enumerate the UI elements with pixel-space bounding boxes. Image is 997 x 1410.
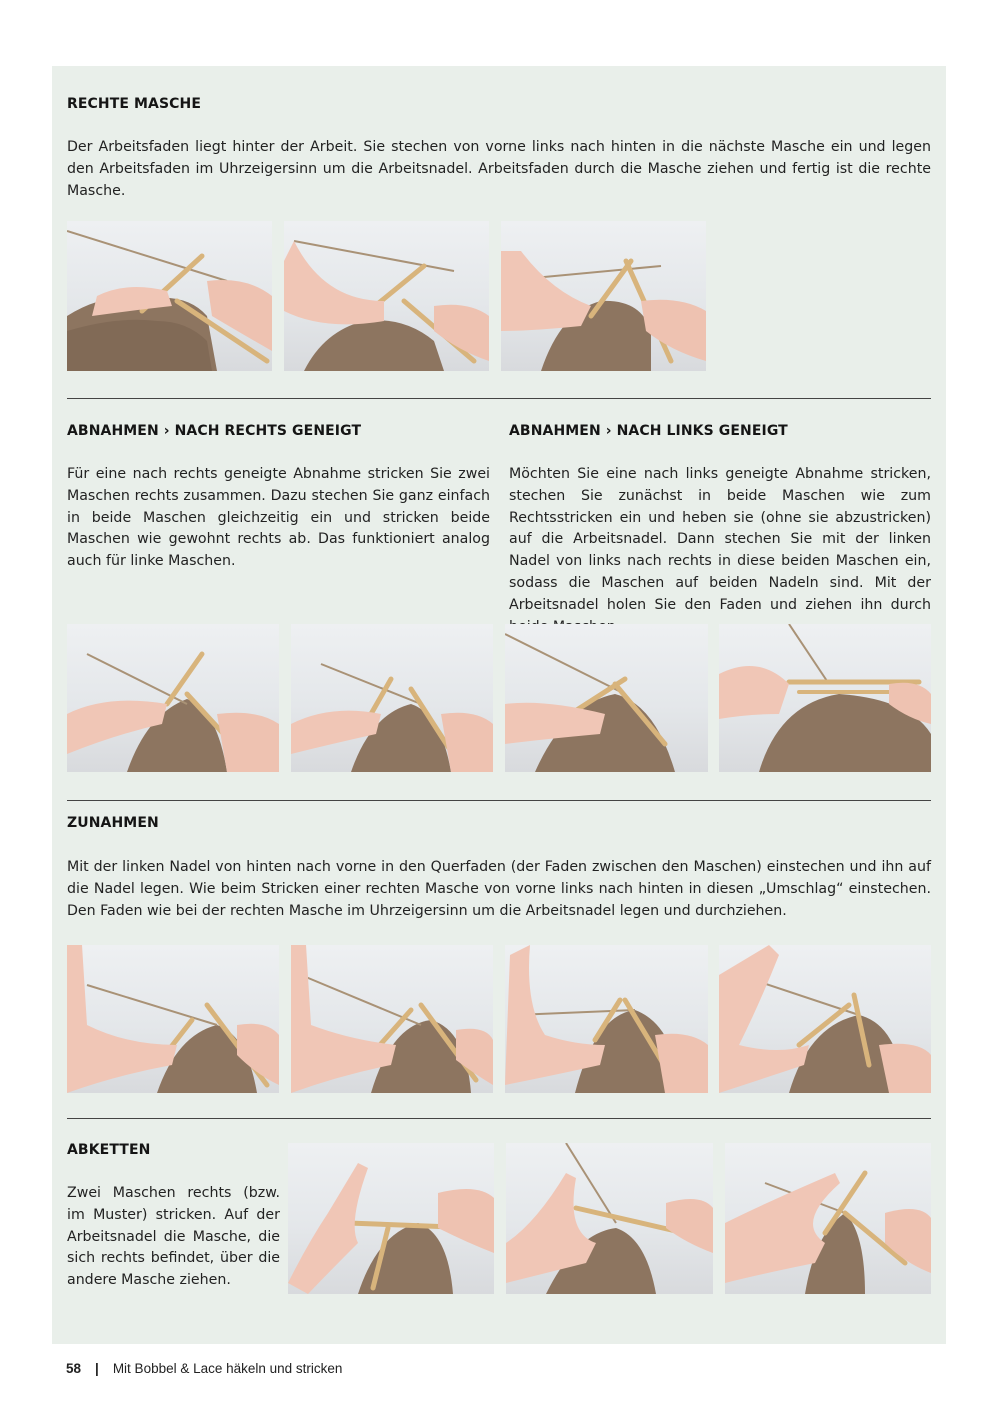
- photo-abnahmen-links-2: [719, 624, 931, 772]
- photo-rechte-masche-1: [67, 221, 272, 371]
- photo-rechte-masche-3: [501, 221, 706, 371]
- book-title: Mit Bobbel & Lace häkeln und stricken: [112, 1361, 343, 1376]
- divider: [67, 800, 931, 801]
- photo-abnahmen-links-1: [505, 624, 708, 772]
- divider: [67, 398, 931, 399]
- photo-abketten-3: [725, 1143, 931, 1294]
- heading-abnahmen-rechts: ABNAHMEN › NACH RECHTS GENEIGT: [67, 423, 362, 439]
- heading-zunahmen: ZUNAHMEN: [67, 815, 159, 831]
- photo-abnahmen-rechts-2: [291, 624, 493, 772]
- footer-separator: |: [95, 1361, 99, 1376]
- photo-zunahmen-3: [505, 945, 708, 1093]
- page-footer: [66, 1361, 342, 1376]
- page-number: 58: [66, 1361, 82, 1376]
- photo-abketten-1: [288, 1143, 494, 1294]
- photo-zunahmen-4: [719, 945, 931, 1093]
- heading-abketten: ABKETTEN: [67, 1142, 151, 1158]
- text-abnahmen-rechts: Für eine nach rechts geneigte Abnahme stricken Sie zwei Maschen rechts zusammen. Dazu stechen Sie ganz einfach in beide Maschen gleichzeitig ein und stricken beide Maschen wie gewohnt rechts ab. Das funktioniert analog auch für linke Maschen.: [67, 466, 490, 570]
- photo-zunahmen-2: [291, 945, 493, 1093]
- text-zunahmen: Mit der linken Nadel von hinten nach vorne in den Querfaden (der Faden zwischen den Maschen) einstechen und ihn auf die Nadel legen. Wie beim Stricken einer rechten Masche von vorne links nach hinten in diesen „Umschlag“ einstechen. Den Faden wie bei der rechten Masche im Uhrzeigersinn um die Arbeitsnadel legen und durchziehen.: [67, 859, 931, 919]
- divider: [67, 1118, 931, 1119]
- photo-zunahmen-1: [67, 945, 279, 1093]
- photo-abnahmen-rechts-1: [67, 624, 279, 772]
- heading-abnahmen-links: ABNAHMEN › NACH LINKS GENEIGT: [509, 423, 788, 439]
- heading-rechte-masche: RECHTE MASCHE: [67, 96, 202, 112]
- text-rechte-masche: Der Arbeitsfaden liegt hinter der Arbeit. Sie stechen von vorne links nach hinten in die nächste Masche ein und legen den Arbeitsfaden im Uhrzeigersinn um die Arbeitsnadel. Arbeitsfaden durch die Masche ziehen und fertig ist die rechte Masche.: [67, 139, 931, 199]
- photo-rechte-masche-2: [284, 221, 489, 371]
- photo-abketten-2: [506, 1143, 713, 1294]
- text-abketten: Zwei Maschen rechts (bzw. im Muster) stricken. Auf der Arbeitsnadel die Masche, die sich rechts befindet, über die andere Masche ziehen.: [67, 1185, 280, 1289]
- text-abnahmen-links: Möchten Sie eine nach links geneigte Abnahme stricken, stechen Sie zunächst in beide Maschen wie zum Rechtsstricken ein und heben sie (ohne sie abzustricken) auf die Arbeitsnadel. Dann stechen Sie mit der linken Nadel von links nach rechts in diese beiden Maschen ein, sodass die Maschen auf beiden Nadeln sind. Mit der Arbeitsnadel holen Sie den Faden und ziehen ihn durch: [509, 466, 931, 613]
